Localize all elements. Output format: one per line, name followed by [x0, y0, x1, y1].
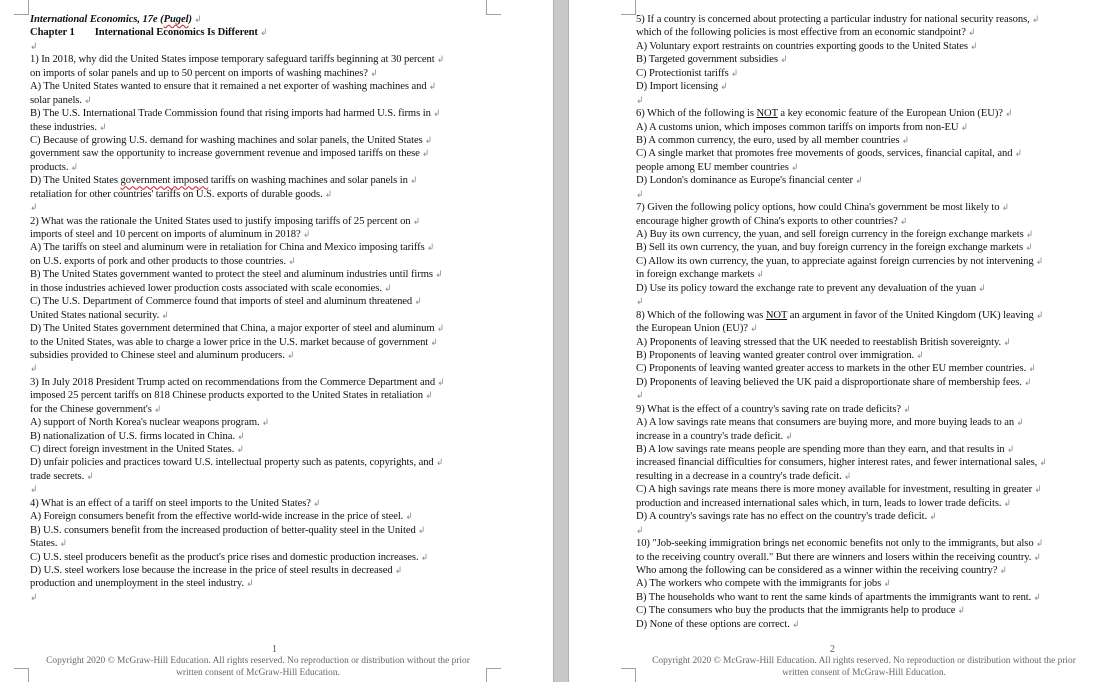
crop-mark: [621, 0, 636, 15]
paragraph-mark-icon: ↲: [1012, 148, 1023, 159]
paragraph-mark-icon: ↲: [1037, 457, 1047, 468]
text-line: 5) If a country is concerned about protecting a particular industry for national security reasons, ↲: [636, 14, 1040, 25]
text-line: D) U.S. steel workers lose because the increase in the price of steel results in decreased ↲: [30, 564, 403, 576]
blank-line: [636, 295, 1091, 308]
text-line: A) The tariffs on steel and aluminum were in retaliation for China and Mexico imposing tariffs ↲: [30, 242, 435, 254]
chapter-label: Chapter 1: [30, 27, 75, 39]
paragraph-mark-icon: ↲: [259, 417, 270, 428]
paragraph-mark-icon: ↲: [967, 40, 978, 51]
paragraph-mark-icon: ↲: [1032, 484, 1042, 495]
text-line: to the receiving country overall." But there are winners and losers within the receiving country. ↲: [636, 551, 1042, 563]
paragraph-mark-icon: ↲: [841, 470, 852, 481]
text-line: C) U.S. steel producers benefit as the product's price rises and domestic production increases. ↲: [30, 551, 429, 563]
paragraph-mark-icon: ↲: [84, 470, 94, 481]
text-line: increase in a country's trade deficit. ↲: [636, 430, 793, 442]
paragraph-mark-icon: ↲: [68, 161, 79, 172]
paragraph-mark-icon: ↲: [1033, 255, 1044, 266]
emphasis-not: NOT: [765, 309, 788, 321]
text-line: D) Proponents of leaving believed the UK paid a disproportionate share of membership fees. ↲: [636, 376, 1032, 388]
paragraph-mark-icon: ↲: [419, 148, 430, 159]
text-line: imposed 25 percent tariffs on 818 Chinese products exported to the United States in retaliation ↲: [30, 390, 433, 402]
text-line: D) The United States government imposed tariffs on washing machines and solar panels in ↲: [30, 175, 418, 187]
paragraph-mark-icon: ↲: [1033, 309, 1044, 320]
paragraph-mark-icon: ↲: [1031, 551, 1042, 562]
paragraph-mark-icon: ↲: [997, 564, 1008, 575]
paragraph-mark-icon: ↲: [728, 67, 739, 78]
paragraph-mark-icon: ↲: [1026, 363, 1036, 374]
text-line: A) The United States wanted to ensure that it remained a net exporter of washing machines and ↲: [30, 81, 437, 93]
paragraph-mark-icon: ↲: [81, 94, 92, 105]
text-line: people among EU member countries ↲: [636, 161, 799, 173]
blank-line: [636, 524, 1091, 537]
copyright-footer: Copyright 2020 © McGraw-Hill Education. All rights reserved. No reproduction or distribution without the prior written consent of McGraw-Hill Education.: [652, 656, 1076, 678]
paragraph-mark-icon: ↲: [852, 175, 863, 186]
paragraph-mark-icon: ↲: [284, 349, 295, 360]
paragraph-mark-icon: ↲: [367, 67, 378, 78]
text-line: 2) What was the rationale the United States used to justify imposing tariffs of 25 percent on ↲: [30, 215, 421, 227]
page-gutter: [553, 0, 569, 682]
text-line: United States national security. ↲: [30, 309, 169, 321]
paragraph-mark-icon: ↲: [310, 497, 321, 508]
text-line: 1) In 2018, why did the United States impose temporary safeguard tariffs beginning at 30 percent ↲: [30, 54, 445, 66]
crop-mark: [14, 0, 29, 15]
text-line: solar panels. ↲: [30, 94, 92, 106]
page-2-lines: [636, 13, 1091, 631]
author-name: Pugel: [163, 14, 189, 25]
text-line: A) Voluntary export restraints on countries exporting goods to the United States ↲: [636, 40, 978, 52]
paragraph-mark-icon: ↲: [899, 134, 910, 145]
text-line: production and unemployment in the steel industry. ↲: [30, 578, 254, 590]
paragraph-mark-icon: ↲: [322, 188, 333, 199]
blank-line: [30, 591, 488, 604]
text-line: trade secrets. ↲: [30, 470, 94, 482]
paragraph-mark-icon: ↲: [434, 54, 445, 65]
paragraph-mark-icon: ↲: [418, 551, 429, 562]
paragraph-mark-icon: ↲: [435, 376, 445, 387]
page-number: 2: [830, 644, 835, 655]
text-line: subsidies provided to Chinese steel and aluminum producers. ↲: [30, 349, 295, 361]
paragraph-mark-icon: ↲: [927, 511, 937, 522]
text-line: B) Sell its own currency, the yuan, and buy foreign currency in the foreign exchange markets ↲: [636, 242, 1033, 254]
text-line: A) A customs union, which imposes common tariffs on imports from non-EU ↲: [636, 121, 969, 133]
paragraph-mark-icon: ↲: [430, 108, 441, 119]
paragraph-mark-icon: ↲: [234, 444, 244, 454]
text-line: C) Because of growing U.S. demand for washing machines and solar panels, the United States ↲: [30, 134, 433, 146]
text-line: Who among the following can be considered as a winner within the receiving country? ↲: [636, 564, 1008, 576]
paragraph-mark-icon: ↲: [432, 269, 443, 280]
paragraph-mark-icon: ↲: [897, 215, 908, 226]
text-line: A) Proponents of leaving stressed that the UK needed to reestablish British sovereignty. ↲: [636, 336, 1011, 348]
paragraph-mark-icon: ↲: [57, 538, 68, 549]
paragraph-mark-icon: ↲: [300, 229, 311, 239]
text-line: government saw the opportunity to increase government revenue and imposed tariffs on these ↲: [30, 148, 430, 160]
text-line: B) nationalization of U.S. firms located in China. ↲: [30, 430, 245, 442]
paragraph-mark-icon: ↲: [424, 242, 435, 253]
paragraph-mark-icon: ↲: [1023, 229, 1034, 239]
paragraph-mark-icon: ↲: [415, 524, 426, 535]
text-line: encourage higher growth of China's exports to other countries? ↲: [636, 215, 908, 227]
text-line: 10) "Job-seeking immigration brings net economic benefits not only to the immigrants, but also ↲: [636, 538, 1044, 550]
paragraph-mark-icon: ↲: [901, 403, 911, 414]
paragraph-mark-icon: ↲: [1014, 417, 1024, 428]
blank-line: [30, 483, 488, 496]
text-line: A) support of North Korea's nuclear weapons program. ↲: [30, 417, 270, 429]
paragraph-mark-icon: ↲: [718, 81, 728, 92]
paragraph-mark-icon: ↲: [381, 282, 392, 293]
text-line: in those industries achieved lower production costs associated with scale economies. ↲: [30, 282, 392, 294]
text-line: increased financial difficulties for consumers, higher interest rates, and fewer international sales, ↲: [636, 457, 1047, 469]
text-line: B) Targeted government subsidies ↲: [636, 54, 788, 66]
text-line: imports of steel and 10 percent on imports of aluminum in 2018? ↲: [30, 229, 311, 240]
paragraph-mark-icon: ↲: [1033, 538, 1044, 549]
paragraph-mark-icon: ↲: [636, 524, 644, 535]
paragraph-mark-icon: ↲: [151, 403, 162, 414]
text-line: 3) In July 2018 President Trump acted on recommendations from the Commerce Department and ↲: [30, 376, 445, 388]
book-header: International Economics, 17e (Pugel) ↲: [30, 14, 202, 25]
paragraph-mark-icon: ↲: [1021, 376, 1032, 387]
paragraph-mark-icon: ↲: [636, 94, 644, 105]
text-line: States. ↲: [30, 538, 68, 550]
text-line: B) Proponents of leaving wanted greater control over immigration. ↲: [636, 349, 924, 361]
paragraph-mark-icon: ↲: [234, 430, 245, 441]
paragraph-mark-icon: ↲: [636, 296, 644, 307]
paragraph-mark-icon: ↲: [1004, 444, 1015, 454]
paragraph-mark-icon: ↲: [976, 282, 986, 293]
page-1-lines: [30, 53, 488, 604]
copyright-footer: Copyright 2020 © McGraw-Hill Education. All rights reserved. No reproduction or distribution without the prior written consent of McGraw-Hill Education.: [46, 656, 470, 678]
text-line: in foreign exchange markets ↲: [636, 269, 764, 281]
paragraph-mark-icon: ↲: [965, 27, 976, 38]
paragraph-mark-icon: ↲: [96, 121, 107, 132]
paragraph-mark-icon: ↲: [286, 255, 296, 266]
text-line: for the Chinese government's ↲: [30, 403, 162, 415]
paragraph-mark-icon: ↲: [426, 81, 437, 92]
text-line: C) A high savings rate means there is more money available for investment, resulting in greater ↲: [636, 484, 1042, 496]
text-line: D) None of these options are correct. ↲: [636, 618, 800, 630]
page-number: 1: [272, 644, 277, 655]
paragraph-mark-icon: ↲: [999, 202, 1010, 213]
text-line: A) Buy its own currency, the yuan, and sell foreign currency in the foreign exchange markets ↲: [636, 229, 1034, 240]
paragraph-mark-icon: ↲: [433, 457, 444, 468]
text-line: C) direct foreign investment in the United States. ↲: [30, 444, 244, 455]
paragraph-mark-icon: ↲: [881, 578, 891, 589]
text-line: A) A low savings rate means that consumers are buying more, and more buying leads to an ↲: [636, 417, 1024, 429]
text-line: A) The workers who compete with the immigrants for jobs ↲: [636, 578, 891, 590]
text-line: C) Allow its own currency, the yuan, to appreciate against foreign currencies by not intervening ↲: [636, 255, 1044, 267]
text-line: resulting in a decrease in a country's trade deficit. ↲: [636, 470, 852, 482]
paragraph-mark-icon: ↲: [788, 161, 799, 172]
paragraph-mark-icon: ↲: [422, 390, 433, 401]
emphasis-not: NOT: [756, 108, 778, 120]
text-line: 9) What is the effect of a country's saving rate on trade deficits? ↲: [636, 403, 911, 415]
text-line: 4) What is an effect of a tariff on steel imports to the United States? ↲: [30, 497, 321, 509]
text-line: which of the following policies is most effective from an economic standpoint? ↲: [636, 27, 976, 39]
paragraph-mark-icon: ↲: [392, 564, 403, 575]
text-line: B) The households who want to rent the same kinds of apartments the immigrants want to rent. ↲: [636, 591, 1041, 603]
paragraph-mark-icon: ↲: [428, 336, 438, 347]
text-line: C) The U.S. Department of Commerce found that imports of steel and aluminum threatened ↲: [30, 296, 422, 308]
paragraph-mark-icon: ↲: [636, 188, 644, 199]
text-line: C) Proponents of leaving wanted greater access to markets in the other EU member countries. ↲: [636, 363, 1036, 375]
text-line: D) A country's savings rate has no effect on the country's trade deficit. ↲: [636, 511, 937, 523]
text-line: 6) Which of the following is NOT a key economic feature of the European Union (EU)? ↲: [636, 108, 1013, 120]
chapter-title: International Economics Is Different: [94, 27, 258, 39]
paragraph-mark-icon: ↲: [30, 484, 38, 495]
text-line: production and increased international sales which, in turn, leads to lower trade deficits. ↲: [636, 497, 1012, 509]
paragraph-mark-icon: ↲: [243, 578, 254, 589]
text-line: C) The consumers who buy the products that the immigrants help to produce ↲: [636, 605, 966, 617]
paragraph-mark-icon: ↲: [191, 14, 202, 24]
text-line: A) Foreign consumers benefit from the effective world-wide increase in the price of steel. ↲: [30, 511, 413, 523]
spellcheck-flag: government imposed: [120, 175, 209, 187]
text-line: to the United States, was able to charge a lower price in the U.S. market because of government ↲: [30, 336, 438, 348]
paragraph-mark-icon: ↲: [1001, 497, 1012, 508]
paragraph-mark-icon: ↲: [754, 269, 764, 280]
text-line: C) Protectionist tariffs ↲: [636, 67, 739, 79]
document-page-2: [569, 0, 1096, 682]
text-line: on U.S. exports of pork and other products to those countries. ↲: [30, 255, 296, 267]
paragraph-mark-icon: ↲: [777, 54, 788, 65]
paragraph-mark-icon: ↲: [1001, 336, 1011, 347]
paragraph-mark-icon: ↲: [422, 134, 433, 145]
paragraph-mark-icon: ↲: [636, 390, 644, 401]
blank-line: ↲: [30, 40, 38, 51]
paragraph-mark-icon: ↲: [955, 605, 966, 616]
text-line: these industries. ↲: [30, 121, 107, 133]
blank-line: [636, 389, 1091, 402]
paragraph-mark-icon: ↲: [30, 591, 38, 602]
paragraph-mark-icon: ↲: [1029, 14, 1040, 24]
paragraph-mark-icon: ↲: [1031, 591, 1041, 602]
paragraph-mark-icon: ↲: [403, 511, 413, 522]
paragraph-mark-icon: ↲: [159, 309, 169, 320]
blank-line: [30, 362, 488, 375]
crop-mark: [486, 0, 501, 15]
text-line: D) London's dominance as Europe's financial center ↲: [636, 175, 863, 187]
text-line: B) A low savings rate means people are spending more than they earn, and that results in ↲: [636, 444, 1015, 455]
blank-line: [30, 201, 488, 214]
paragraph-mark-icon: ↲: [30, 202, 38, 213]
text-line: B) The United States government wanted to protect the steel and aluminum industries until firms ↲: [30, 269, 443, 281]
text-line: B) A common currency, the euro, used by all member countries ↲: [636, 134, 910, 146]
blank-line: [636, 94, 1091, 107]
text-line: D) unfair policies and practices toward U.S. intellectual property such as patents, copyrights, and ↲: [30, 457, 444, 469]
text-line: C) A single market that promotes free movements of goods, services, financial capital, and ↲: [636, 148, 1023, 160]
paragraph-mark-icon: ↲: [958, 121, 969, 132]
paragraph-mark-icon: ↲: [30, 363, 38, 374]
paragraph-mark-icon: ↲: [914, 349, 924, 360]
text-line: D) Import licensing ↲: [636, 81, 728, 93]
text-line: on imports of solar panels and up to 50 percent on imports of washing machines? ↲: [30, 67, 378, 79]
chapter-heading: [30, 26, 488, 39]
text-line: D) The United States government determined that China, a major exporter of steel and aluminum ↲: [30, 323, 445, 335]
paragraph-mark-icon: ↲: [412, 296, 422, 307]
paragraph-mark-icon: ↲: [1023, 242, 1033, 253]
paragraph-mark-icon: ↲: [410, 215, 421, 226]
paragraph-mark-icon: ↲: [789, 618, 800, 629]
text-line: products. ↲: [30, 161, 79, 173]
paragraph-mark-icon: ↲: [257, 27, 268, 38]
paragraph-mark-icon: ↲: [783, 430, 793, 441]
paragraph-mark-icon: ↲: [747, 323, 758, 334]
text-line: B) The U.S. International Trade Commission found that rising imports had harmed U.S. firms in ↲: [30, 108, 441, 120]
blank-line: [636, 188, 1091, 201]
paragraph-mark-icon: ↲: [407, 175, 418, 186]
text-line: D) Use its policy toward the exchange rate to prevent any devaluation of the yuan ↲: [636, 282, 986, 294]
text-line: 7) Given the following policy options, how could China's government be most likely to ↲: [636, 202, 1010, 214]
paragraph-mark-icon: ↲: [434, 323, 445, 334]
page-2-body[interactable]: [636, 13, 1091, 631]
text-line: B) U.S. consumers benefit from the increased production of better-quality steel in the United ↲: [30, 524, 426, 536]
text-line: the European Union (EU)? ↲: [636, 323, 758, 335]
page-1-body[interactable]: [30, 13, 488, 604]
paragraph-mark-icon: ↲: [1002, 108, 1013, 119]
crop-mark: [621, 668, 636, 682]
text-line: retaliation for other countries' tariffs on U.S. exports of durable goods. ↲: [30, 188, 333, 200]
text-line: 8) Which of the following was NOT an argument in favor of the United Kingdom (UK) leaving ↲: [636, 309, 1044, 321]
